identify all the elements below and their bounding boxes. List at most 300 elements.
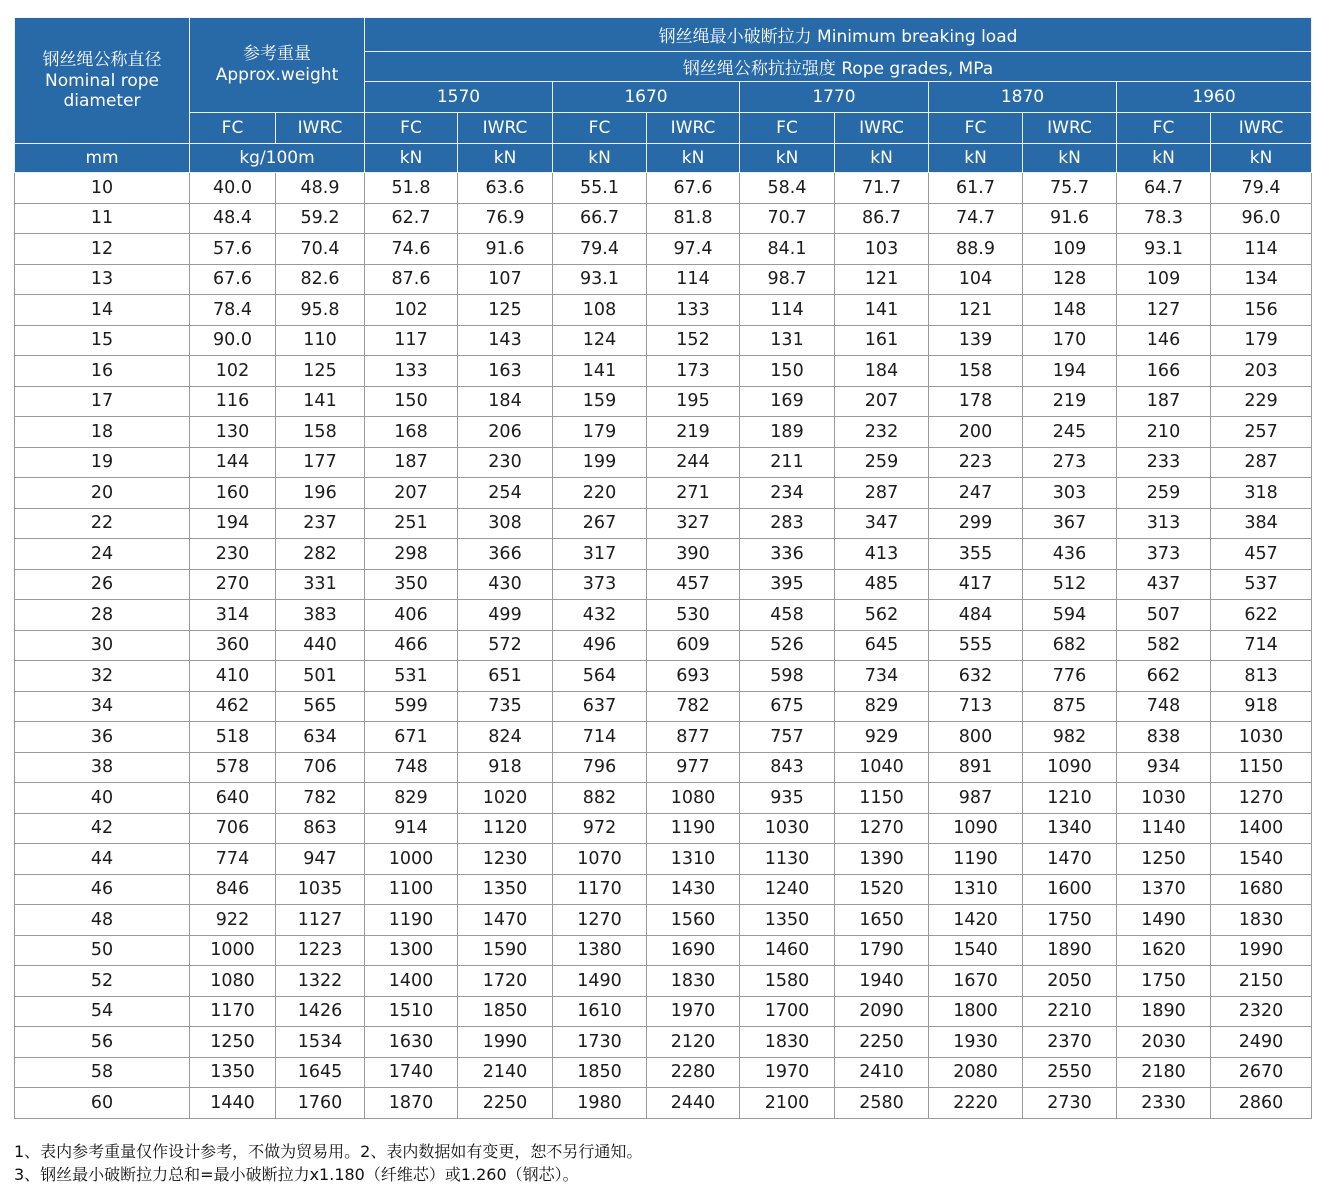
table-cell: 1370: [1117, 874, 1211, 905]
table-cell: 891: [929, 752, 1023, 783]
table-cell: 1140: [1117, 813, 1211, 844]
table-cell: 114: [1211, 234, 1312, 265]
table-cell: 234: [740, 478, 835, 509]
table-cell: 1270: [553, 905, 647, 936]
table-cell: 582: [1117, 630, 1211, 661]
table-cell: 1190: [929, 844, 1023, 875]
table-cell: 40.0: [190, 173, 276, 204]
table-cell: 232: [835, 417, 929, 448]
table-cell: 1000: [190, 935, 276, 966]
table-cell: 66.7: [553, 203, 647, 234]
table-cell: 355: [929, 539, 1023, 570]
table-cell: 93.1: [553, 264, 647, 295]
diameter-cell: 42: [15, 813, 190, 844]
table-row: [15, 264, 1312, 295]
diameter-cell: 34: [15, 691, 190, 722]
table-cell: 71.7: [835, 173, 929, 204]
diameter-cell: 17: [15, 386, 190, 417]
table-cell: 622: [1211, 600, 1312, 631]
table-cell: 929: [835, 722, 929, 753]
diameter-cell: 26: [15, 569, 190, 600]
table-cell: 2150: [1211, 966, 1312, 997]
table-cell: 314: [190, 600, 276, 631]
table-cell: 2320: [1211, 996, 1312, 1027]
table-cell: 259: [1117, 478, 1211, 509]
table-cell: 2210: [1023, 996, 1117, 1027]
table-cell: 609: [647, 630, 740, 661]
table-cell: 1400: [365, 966, 458, 997]
table-cell: 331: [276, 569, 365, 600]
table-cell: 63.6: [458, 173, 553, 204]
table-cell: 108: [553, 295, 647, 326]
table-cell: 1470: [458, 905, 553, 936]
table-cell: 360: [190, 630, 276, 661]
table-cell: 313: [1117, 508, 1211, 539]
table-row: [15, 996, 1312, 1027]
table-cell: 96.0: [1211, 203, 1312, 234]
table-body: [15, 173, 1312, 1119]
table-cell: 706: [276, 752, 365, 783]
table-cell: 125: [458, 295, 553, 326]
table-cell: 484: [929, 600, 1023, 631]
diameter-cell: 54: [15, 996, 190, 1027]
unit-kn: kN: [458, 144, 553, 173]
unit-kn: kN: [1023, 144, 1117, 173]
table-cell: 1800: [929, 996, 1023, 1027]
table-cell: 565: [276, 691, 365, 722]
table-cell: 79.4: [553, 234, 647, 265]
table-cell: 499: [458, 600, 553, 631]
header-weight-cn: 参考重量: [243, 44, 311, 64]
table-cell: 776: [1023, 661, 1117, 692]
table-row: [15, 508, 1312, 539]
table-cell: 206: [458, 417, 553, 448]
table-cell: 199: [553, 447, 647, 478]
table-cell: 125: [276, 356, 365, 387]
table-cell: 935: [740, 783, 835, 814]
table-cell: 90.0: [190, 325, 276, 356]
table-cell: 662: [1117, 661, 1211, 692]
table-cell: 59.2: [276, 203, 365, 234]
table-cell: 169: [740, 386, 835, 417]
table-cell: 1540: [929, 935, 1023, 966]
table-cell: 1510: [365, 996, 458, 1027]
table-cell: 796: [553, 752, 647, 783]
table-cell: 838: [1117, 722, 1211, 753]
table-cell: 219: [1023, 386, 1117, 417]
weight-fc: FC: [190, 113, 276, 144]
table-cell: 70.7: [740, 203, 835, 234]
table-cell: 413: [835, 539, 929, 570]
table-cell: 273: [1023, 447, 1117, 478]
table-cell: 1870: [365, 1088, 458, 1119]
table-cell: 219: [647, 417, 740, 448]
table-cell: 1390: [835, 844, 929, 875]
table-cell: 882: [553, 783, 647, 814]
table-cell: 1240: [740, 874, 835, 905]
footnote-line: 1、表内参考重量仅作设计参考，不做为贸易用。2、表内数据如有变更，恕不另行通知。: [14, 1142, 643, 1161]
table-cell: 2280: [647, 1057, 740, 1088]
table-cell: 526: [740, 630, 835, 661]
table-cell: 1090: [1023, 752, 1117, 783]
table-cell: 1080: [190, 966, 276, 997]
table-cell: 462: [190, 691, 276, 722]
table-cell: 1610: [553, 996, 647, 1027]
table-cell: 161: [835, 325, 929, 356]
table-cell: 81.8: [647, 203, 740, 234]
table-cell: 2670: [1211, 1057, 1312, 1088]
table-cell: 2440: [647, 1088, 740, 1119]
table-cell: 128: [1023, 264, 1117, 295]
table-cell: 144: [190, 447, 276, 478]
diameter-cell: 18: [15, 417, 190, 448]
table-cell: 287: [835, 478, 929, 509]
table-cell: 675: [740, 691, 835, 722]
table-cell: 531: [365, 661, 458, 692]
table-cell: 457: [647, 569, 740, 600]
unit-kn: kN: [1211, 144, 1312, 173]
table-cell: 170: [1023, 325, 1117, 356]
table-cell: 57.6: [190, 234, 276, 265]
table-cell: 485: [835, 569, 929, 600]
table-row: [15, 1027, 1312, 1058]
table-cell: 813: [1211, 661, 1312, 692]
table-cell: 1430: [647, 874, 740, 905]
table-cell: 130: [190, 417, 276, 448]
table-cell: 141: [553, 356, 647, 387]
table-cell: 1322: [276, 966, 365, 997]
table-cell: 58.4: [740, 173, 835, 204]
diameter-cell: 22: [15, 508, 190, 539]
table-cell: 501: [276, 661, 365, 692]
footnotes: [14, 1140, 642, 1186]
diameter-cell: 15: [15, 325, 190, 356]
table-cell: 512: [1023, 569, 1117, 600]
table-cell: 88.9: [929, 234, 1023, 265]
table-cell: 189: [740, 417, 835, 448]
table-cell: 78.4: [190, 295, 276, 326]
table-cell: 457: [1211, 539, 1312, 570]
table-cell: 1630: [365, 1027, 458, 1058]
table-cell: 437: [1117, 569, 1211, 600]
diameter-cell: 56: [15, 1027, 190, 1058]
table-cell: 347: [835, 508, 929, 539]
table-cell: 75.7: [1023, 173, 1117, 204]
table-cell: 1035: [276, 874, 365, 905]
table-cell: 877: [647, 722, 740, 753]
table-cell: 1560: [647, 905, 740, 936]
table-cell: 714: [1211, 630, 1312, 661]
table-cell: 1620: [1117, 935, 1211, 966]
table-cell: 79.4: [1211, 173, 1312, 204]
table-cell: 1380: [553, 935, 647, 966]
table-cell: 2180: [1117, 1057, 1211, 1088]
table-cell: 748: [1117, 691, 1211, 722]
table-cell: 195: [647, 386, 740, 417]
table-cell: 1400: [1211, 813, 1312, 844]
table-cell: 102: [365, 295, 458, 326]
col-1870-iwrc: IWRC: [1023, 113, 1117, 144]
table-cell: 682: [1023, 630, 1117, 661]
table-header: [15, 18, 1312, 173]
table-cell: 1720: [458, 966, 553, 997]
table-cell: 121: [835, 264, 929, 295]
table-cell: 48.9: [276, 173, 365, 204]
diameter-cell: 11: [15, 203, 190, 234]
table-cell: 220: [553, 478, 647, 509]
table-cell: 599: [365, 691, 458, 722]
table-cell: 1650: [835, 905, 929, 936]
table-cell: 987: [929, 783, 1023, 814]
diameter-cell: 60: [15, 1088, 190, 1119]
table-cell: 48.4: [190, 203, 276, 234]
table-cell: 734: [835, 661, 929, 692]
table-cell: 2730: [1023, 1088, 1117, 1119]
table-cell: 947: [276, 844, 365, 875]
table-cell: 317: [553, 539, 647, 570]
table-row: [15, 752, 1312, 783]
unit-kn: kN: [365, 144, 458, 173]
table-cell: 645: [835, 630, 929, 661]
table-cell: 156: [1211, 295, 1312, 326]
table-cell: 254: [458, 478, 553, 509]
table-row: [15, 935, 1312, 966]
table-cell: 121: [929, 295, 1023, 326]
table-cell: 406: [365, 600, 458, 631]
table-cell: 194: [190, 508, 276, 539]
diameter-cell: 38: [15, 752, 190, 783]
table-cell: 78.3: [1117, 203, 1211, 234]
table-cell: 1440: [190, 1088, 276, 1119]
table-cell: 1470: [1023, 844, 1117, 875]
table-cell: 1540: [1211, 844, 1312, 875]
table-cell: 127: [1117, 295, 1211, 326]
table-cell: 257: [1211, 417, 1312, 448]
table-cell: 143: [458, 325, 553, 356]
table-cell: 2250: [458, 1088, 553, 1119]
table-cell: 139: [929, 325, 1023, 356]
table-cell: 91.6: [458, 234, 553, 265]
table-cell: 91.6: [1023, 203, 1117, 234]
table-cell: 160: [190, 478, 276, 509]
table-cell: 1000: [365, 844, 458, 875]
table-cell: 230: [190, 539, 276, 570]
diameter-cell: 32: [15, 661, 190, 692]
diameter-cell: 10: [15, 173, 190, 204]
table-cell: 163: [458, 356, 553, 387]
grade-1570: 1570: [365, 82, 553, 113]
table-cell: 1030: [1117, 783, 1211, 814]
table-cell: 1170: [553, 874, 647, 905]
diameter-cell: 46: [15, 874, 190, 905]
table-cell: 395: [740, 569, 835, 600]
table-cell: 1750: [1117, 966, 1211, 997]
table-cell: 594: [1023, 600, 1117, 631]
unit-mm: mm: [15, 144, 190, 173]
unit-kn: kN: [1117, 144, 1211, 173]
table-cell: 1210: [1023, 783, 1117, 814]
table-cell: 270: [190, 569, 276, 600]
table-row: [15, 386, 1312, 417]
table-cell: 82.6: [276, 264, 365, 295]
table-cell: 51.8: [365, 173, 458, 204]
table-cell: 1930: [929, 1027, 1023, 1058]
table-cell: 1700: [740, 996, 835, 1027]
unit-kn: kN: [740, 144, 835, 173]
table-cell: 211: [740, 447, 835, 478]
col-1570-fc: FC: [365, 113, 458, 144]
table-cell: 564: [553, 661, 647, 692]
diameter-cell: 36: [15, 722, 190, 753]
table-cell: 640: [190, 783, 276, 814]
col-1670-fc: FC: [553, 113, 647, 144]
table-row: [15, 813, 1312, 844]
table-cell: 203: [1211, 356, 1312, 387]
table-cell: 107: [458, 264, 553, 295]
table-cell: 237: [276, 508, 365, 539]
table-cell: 109: [1023, 234, 1117, 265]
table-cell: 2220: [929, 1088, 1023, 1119]
table-cell: 800: [929, 722, 1023, 753]
col-1670-iwrc: IWRC: [647, 113, 740, 144]
table-cell: 1340: [1023, 813, 1117, 844]
table-cell: 350: [365, 569, 458, 600]
table-cell: 251: [365, 508, 458, 539]
table-cell: 578: [190, 752, 276, 783]
table-cell: 1990: [1211, 935, 1312, 966]
table-cell: 61.7: [929, 173, 1023, 204]
table-cell: 1030: [1211, 722, 1312, 753]
table-cell: 200: [929, 417, 1023, 448]
header-diameter-en: Nominal rope diameter: [45, 71, 159, 111]
table-cell: 1790: [835, 935, 929, 966]
table-cell: 918: [1211, 691, 1312, 722]
table-cell: 150: [740, 356, 835, 387]
table-cell: 2140: [458, 1057, 553, 1088]
unit-kn: kN: [647, 144, 740, 173]
table-cell: 1750: [1023, 905, 1117, 936]
table-cell: 1230: [458, 844, 553, 875]
table-cell: 982: [1023, 722, 1117, 753]
table-cell: 735: [458, 691, 553, 722]
table-cell: 417: [929, 569, 1023, 600]
table-cell: 2370: [1023, 1027, 1117, 1058]
table-cell: 714: [553, 722, 647, 753]
table-cell: 2090: [835, 996, 929, 1027]
table-cell: 103: [835, 234, 929, 265]
table-cell: 87.6: [365, 264, 458, 295]
unit-kn: kN: [835, 144, 929, 173]
table-cell: 1670: [929, 966, 1023, 997]
table-cell: 166: [1117, 356, 1211, 387]
table-cell: 207: [365, 478, 458, 509]
table-row: [15, 905, 1312, 936]
table-cell: 562: [835, 600, 929, 631]
table-cell: 67.6: [647, 173, 740, 204]
table-row: [15, 325, 1312, 356]
table-cell: 1350: [190, 1057, 276, 1088]
diameter-cell: 13: [15, 264, 190, 295]
diameter-cell: 58: [15, 1057, 190, 1088]
table-cell: 67.6: [190, 264, 276, 295]
table-cell: 383: [276, 600, 365, 631]
table-cell: 1740: [365, 1057, 458, 1088]
table-cell: 1310: [647, 844, 740, 875]
table-cell: 1850: [553, 1057, 647, 1088]
table-row: [15, 722, 1312, 753]
table-cell: 55.1: [553, 173, 647, 204]
table-row: [15, 447, 1312, 478]
table-cell: 86.7: [835, 203, 929, 234]
table-cell: 410: [190, 661, 276, 692]
table-row: [15, 783, 1312, 814]
diameter-cell: 40: [15, 783, 190, 814]
table-cell: 141: [835, 295, 929, 326]
grade-1770: 1770: [740, 82, 929, 113]
table-cell: 298: [365, 539, 458, 570]
table-cell: 116: [190, 386, 276, 417]
diameter-cell: 19: [15, 447, 190, 478]
table-cell: 1170: [190, 996, 276, 1027]
table-cell: 1130: [740, 844, 835, 875]
table-cell: 829: [835, 691, 929, 722]
table-cell: 1890: [1023, 935, 1117, 966]
table-cell: 177: [276, 447, 365, 478]
table-cell: 1970: [740, 1057, 835, 1088]
table-row: [15, 1088, 1312, 1119]
table-cell: 537: [1211, 569, 1312, 600]
table-cell: 829: [365, 783, 458, 814]
table-cell: 146: [1117, 325, 1211, 356]
diameter-cell: 12: [15, 234, 190, 265]
table-cell: 496: [553, 630, 647, 661]
table-cell: 748: [365, 752, 458, 783]
grade-1870: 1870: [929, 82, 1117, 113]
table-cell: 134: [1211, 264, 1312, 295]
table-cell: 141: [276, 386, 365, 417]
table-cell: 972: [553, 813, 647, 844]
table-cell: 1690: [647, 935, 740, 966]
table-cell: 1830: [740, 1027, 835, 1058]
table-cell: 282: [276, 539, 365, 570]
table-cell: 1600: [1023, 874, 1117, 905]
table-cell: 259: [835, 447, 929, 478]
table-cell: 95.8: [276, 295, 365, 326]
table-cell: 152: [647, 325, 740, 356]
table-cell: 110: [276, 325, 365, 356]
table-cell: 1830: [1211, 905, 1312, 936]
table-cell: 184: [458, 386, 553, 417]
table-cell: 2120: [647, 1027, 740, 1058]
table-cell: 1730: [553, 1027, 647, 1058]
table-cell: 2550: [1023, 1057, 1117, 1088]
table-cell: 173: [647, 356, 740, 387]
table-cell: 1080: [647, 783, 740, 814]
table-cell: 97.4: [647, 234, 740, 265]
table-cell: 373: [1117, 539, 1211, 570]
table-cell: 934: [1117, 752, 1211, 783]
table-cell: 187: [365, 447, 458, 478]
diameter-cell: 16: [15, 356, 190, 387]
weight-iwrc: IWRC: [276, 113, 365, 144]
table-cell: 207: [835, 386, 929, 417]
table-cell: 1760: [276, 1088, 365, 1119]
table-cell: 2050: [1023, 966, 1117, 997]
table-row: [15, 691, 1312, 722]
table-cell: 283: [740, 508, 835, 539]
table-cell: 2250: [835, 1027, 929, 1058]
table-cell: 244: [647, 447, 740, 478]
